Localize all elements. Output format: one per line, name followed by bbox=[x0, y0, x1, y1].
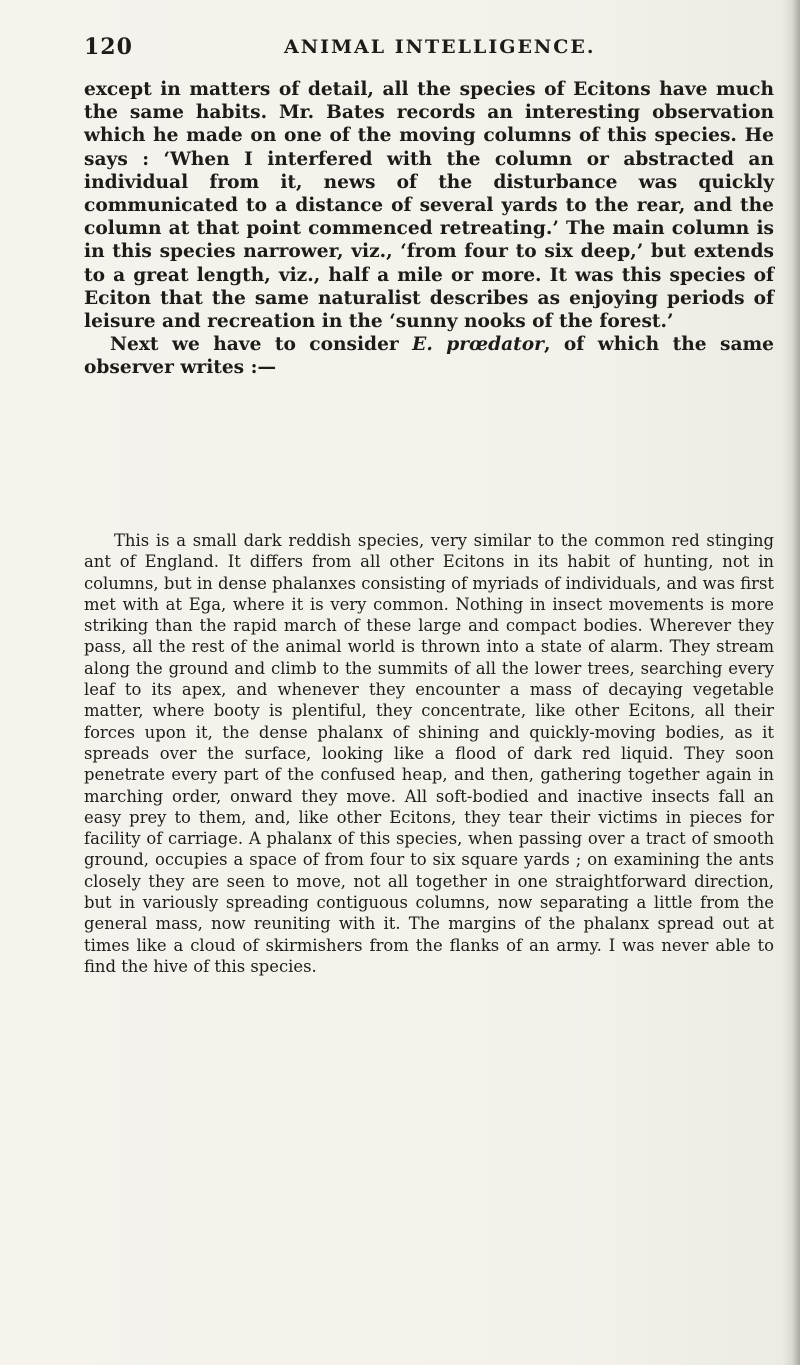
block-quote bbox=[84, 530, 774, 977]
page-number: 120 bbox=[84, 34, 133, 60]
page-header bbox=[84, 28, 774, 62]
main-text bbox=[84, 78, 774, 380]
paragraph-2-start: Next we have to consider bbox=[110, 334, 413, 356]
quote-paragraph: This is a small dark reddish species, very similar to the common red stinging ant of England. It differs from all other Ecitons in its habit of hunting, not in columns, but in dense phalanxes consisting of myriads of individuals, and was first met with at Ega, where it is very common. Nothing in insect movements is more striking than the rapid march of these large and compact bodies. Wherever they pass, all the rest of the animal world is thrown into a state of alarm. They stream along the ground and climb to the summits of all the lower trees, searching every leaf to its apex, and whenever they encounter a mass of decaying vegetable matter, where booty is plentiful, they concentrate, like other Ecitons, all their forces upon it, the dense phalanx of shining and quickly-moving bodies, as it spreads over the surface, looking like a flood of dark red liquid. They soon penetrate every part of the confused heap, and then, gathering together again in marching order, onward they move. All soft-bodied and inactive insects fall an easy prey to them, and, like other Ecitons, they tear their victims in pieces for facility of carriage. A phalanx of this species, when passing over a tract of smooth ground, occupies a space of from four to six square yards ; on examining the ants closely they are seen to move, not all together in one straightforward direction, but in variously spreading contiguous columns, now separating a little from the general mass, now reuniting with it. The margins of the phalanx spread out at times like a cloud of skirmishers from the flanks of an army. I was never able to find the hive of this species. bbox=[84, 531, 774, 976]
paragraph-2-end: , of which the same observer writes :— bbox=[84, 334, 775, 379]
paragraph-2 bbox=[84, 333, 774, 379]
running-head: ANIMAL INTELLIGENCE. bbox=[284, 36, 596, 58]
paragraph-1: except in matters of detail, all the species of Ecitons have much the same habits. Mr. Bates records an interesting observation which he made on one of the moving columns of this species. He says : ‘When I interfered with the column or abstracted an individual from it, news of the disturbance was quickly communicated to a distance of several yards to the rear, and the column at that point commenced retreating.’ The main column is in this species narrower, viz., ‘from four to six deep,’ but extends to a great length, viz., half a mile or more. It was this species of Eciton that the same naturalist describes as enjoying periods of leisure and recreation in the ‘sunny nooks of the forest.’ bbox=[84, 79, 774, 333]
page-edge-shadow bbox=[782, 0, 800, 1365]
species-name: E. prœdator bbox=[412, 334, 544, 356]
